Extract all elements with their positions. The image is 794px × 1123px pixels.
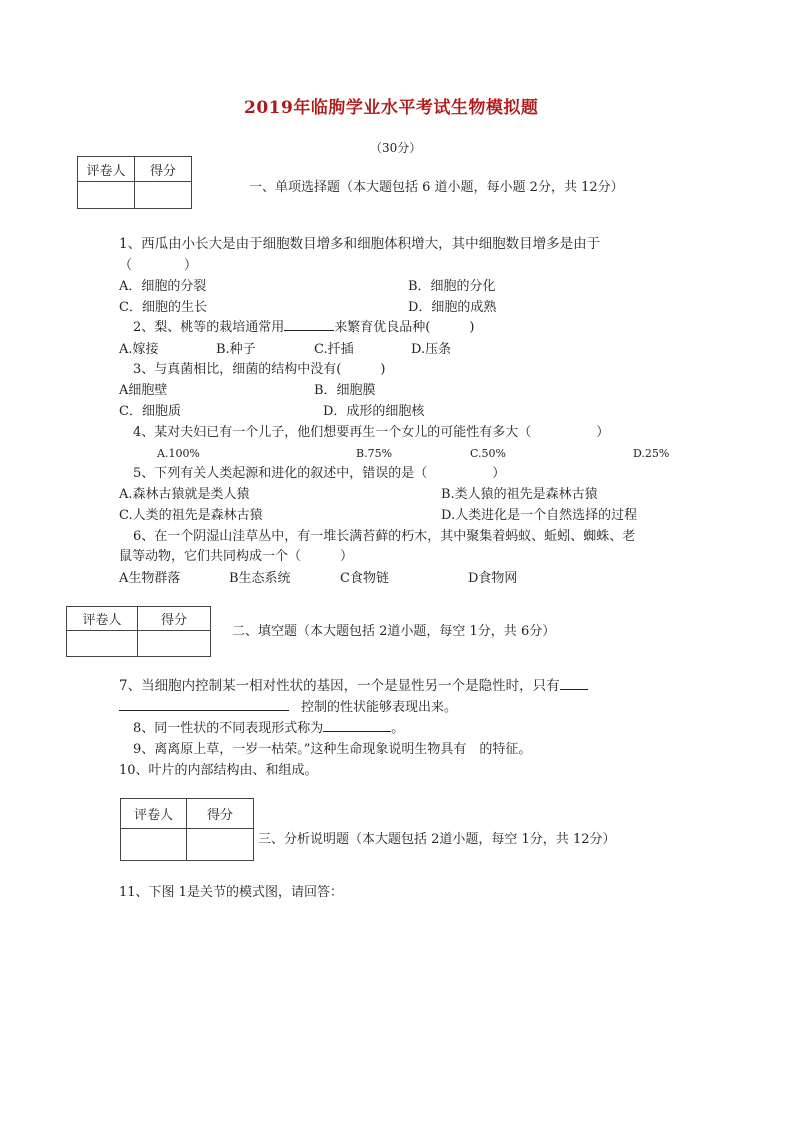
question-1-stem2: （ ） xyxy=(119,258,198,273)
score-label: 得分 xyxy=(187,799,254,829)
question-7-line2 xyxy=(119,701,457,714)
question-2-blank[interactable] xyxy=(284,330,334,331)
grader-label: 评卷人 xyxy=(121,799,187,829)
question-6-option-d: D食物网 xyxy=(468,571,518,586)
score-cell[interactable] xyxy=(138,631,211,657)
question-7-text-b: 控制的性状能够表现出来。 xyxy=(301,700,458,715)
question-2-option-c: C.扦插 xyxy=(314,342,354,357)
grader-label: 评卷人 xyxy=(67,607,138,631)
question-7-blank-1[interactable] xyxy=(560,689,588,690)
question-7-text-a: 7、当细胞内控制某一相对性状的基因，一个是显性另一个是隐性时，只有 xyxy=(119,678,560,694)
grader-cell[interactable] xyxy=(121,829,187,861)
score-table-3 xyxy=(120,798,254,861)
question-1-option-d: D．细胞的成熟 xyxy=(408,300,497,315)
section1-heading: 一、单项选择题（本大题包括 6 道小题，每小题 2分，共 12分） xyxy=(249,180,624,195)
question-4-stem: 4、某对夫妇已有一个儿子，他们想要再生一个女儿的可能性有多大（ ） xyxy=(133,425,610,440)
question-6-option-b: B生态系统 xyxy=(229,571,291,586)
question-3-option-c: C．细胞质 xyxy=(119,404,181,419)
question-6-option-c: C食物链 xyxy=(340,571,389,586)
question-11: 11、下图 1是关节的模式图，请回答： xyxy=(119,885,343,900)
question-2-option-a: A.嫁接 xyxy=(119,342,159,357)
question-8-blank[interactable] xyxy=(323,731,391,732)
question-2-option-b: B.种子 xyxy=(216,342,256,357)
question-3-option-d: D．成形的细胞核 xyxy=(323,404,425,419)
page-subtitle: （30分） xyxy=(370,141,422,155)
score-label: 得分 xyxy=(138,607,211,631)
question-6-stem2: 鼠等动物，它们共同构成一个（ ） xyxy=(119,549,354,564)
section3-heading: 三、分析说明题（本大题包括 2道小题，每空 1分，共 12分） xyxy=(258,832,616,847)
question-1-stem: 1、西瓜由小长大是由于细胞数目增多和细胞体积增大，其中细胞数目增多是由于 xyxy=(119,236,601,252)
question-3-option-b: B．细胞膜 xyxy=(314,383,376,398)
score-table-1 xyxy=(77,156,192,209)
question-8-end: 。 xyxy=(391,721,405,736)
question-3-option-a: A细胞壁 xyxy=(119,383,168,398)
question-10: 10、叶片的内部结构由、和组成。 xyxy=(119,763,318,778)
grader-cell[interactable] xyxy=(78,182,135,209)
grader-label: 评卷人 xyxy=(78,157,135,182)
question-6-stem: 6、在一个阴湿山洼草丛中，有一堆长满苔藓的朽木，其中聚集着蚂蚁、蚯蚓、蜘蛛、老 xyxy=(133,529,636,544)
score-table-2 xyxy=(66,606,211,657)
question-4-option-b: B.75% xyxy=(356,447,393,460)
score-label: 得分 xyxy=(135,157,192,182)
question-1-option-c: C．细胞的生长 xyxy=(119,300,207,315)
question-6-option-a: A生物群落 xyxy=(119,571,181,586)
grader-cell[interactable] xyxy=(67,631,138,657)
score-cell[interactable] xyxy=(187,829,254,861)
question-3-stem: 3、与真菌相比，细菌的结构中没有( ) xyxy=(133,362,386,377)
question-2-option-d: D.压条 xyxy=(411,342,452,357)
question-8-text: 8、同一性状的不同表现形式称为 xyxy=(133,721,324,736)
question-5-option-d: D.人类进化是一个自然选择的过程 xyxy=(441,508,638,523)
question-9: 9、离离原上草，一岁一枯荣。”这种生命现象说明生物具有 的特征。 xyxy=(133,742,532,757)
question-7-line1 xyxy=(119,680,588,694)
question-4-option-c: C.50% xyxy=(470,447,506,460)
question-5-option-b: B.类人猿的祖先是森林古猿 xyxy=(441,487,598,502)
question-2-stem-text: 2、梨、桃等的栽培通常用 xyxy=(133,320,285,335)
question-1-option-b: B．细胞的分化 xyxy=(408,279,496,294)
question-8 xyxy=(133,722,404,735)
question-4-option-d: D.25% xyxy=(633,447,670,460)
question-1-option-a: A．细胞的分裂 xyxy=(119,279,207,294)
question-5-option-c: C.人类的祖先是森林古猿 xyxy=(119,508,263,523)
page-title: 2019年临朐学业水平考试生物模拟题 xyxy=(244,98,539,118)
question-2-stem xyxy=(133,321,474,334)
score-cell[interactable] xyxy=(135,182,192,209)
question-5-option-a: A.森林古猿就是类人猿 xyxy=(119,487,250,502)
question-4-option-a: A.100% xyxy=(157,447,200,460)
section2-heading: 二、填空题（本大题包括 2道小题，每空 1分，共 6分） xyxy=(232,624,556,639)
question-7-blank-2[interactable] xyxy=(119,710,289,711)
question-5-stem: 5、下列有关人类起源和进化的叙述中，错误的是（ ） xyxy=(133,466,506,481)
question-2-stem-tail: 来繁育优良品种( ) xyxy=(334,320,475,335)
